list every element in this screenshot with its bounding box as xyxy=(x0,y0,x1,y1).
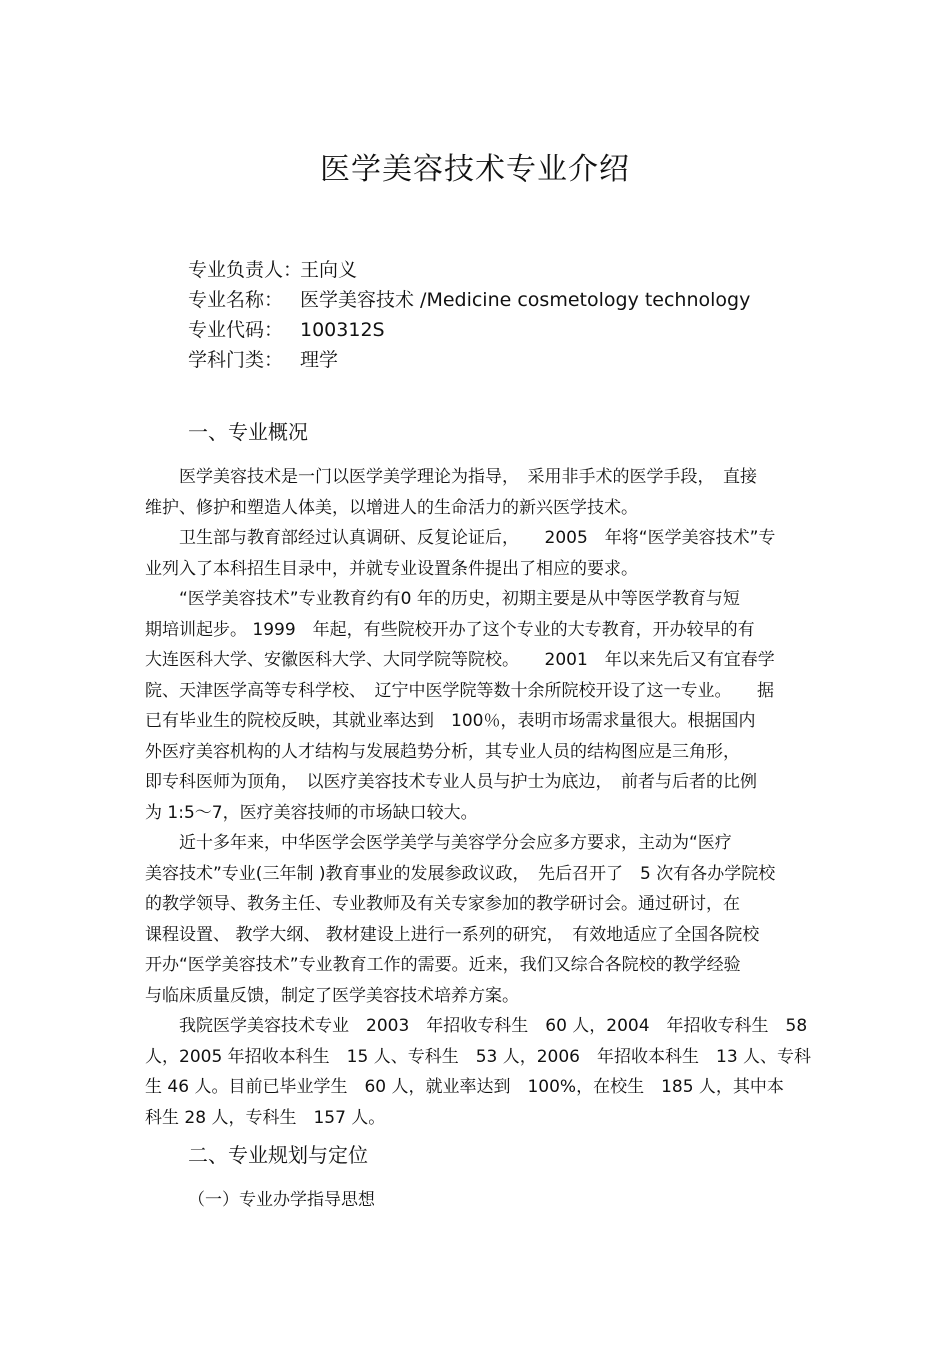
meta-row-category xyxy=(188,345,750,375)
meta-label: 专业名称： xyxy=(188,289,284,311)
subsection-heading-guiding-ideology: （一）专业办学指导思想 xyxy=(188,1190,375,1210)
meta-value: 王向义 xyxy=(300,259,358,281)
text-line: 为 1:5～7，医疗美容技师的市场缺口较大。 xyxy=(145,802,478,823)
meta-row-director xyxy=(188,255,750,285)
paragraph xyxy=(145,462,825,523)
text-line: 业列入了本科招生目录中，并就专业设置条件提出了相应的要求。 xyxy=(145,558,638,579)
meta-value: 医学美容技术 /Medicine cosmetology technology xyxy=(300,289,751,311)
text-line: 生 46 人。目前已毕业学生 60 人，就业率达到 100%，在校生 185 人，其中本 xyxy=(145,1077,784,1097)
text-line: 医学美容技术是一门以医学美学理论为指导， 采用非手术的医学手段， 直接 xyxy=(145,467,757,487)
meta-value: 100312S xyxy=(300,319,385,341)
paragraph xyxy=(145,523,825,584)
text-line: 近十多年来，中华医学会医学美学与美容学分会应多方要求，主动为“医疗 xyxy=(145,833,732,853)
paragraph xyxy=(145,1011,825,1133)
text-line: 科生 28 人，专科生 157 人。 xyxy=(145,1107,386,1128)
major-info xyxy=(188,255,750,375)
text-line: 我院医学美容技术专业 2003 年招收专科生 60 人，2004 年招收专科生 58 xyxy=(145,1016,808,1036)
text-line: 与临床质量反馈，制定了医学美容技术培养方案。 xyxy=(145,985,519,1006)
body-text xyxy=(145,462,825,1133)
text-line: 院、天津医学高等专科学校、 辽宁中医学院等数十余所院校开设了这一专业。 据 xyxy=(145,680,774,701)
text-line: 美容技术”专业(三年制 )教育事业的发展参政议政， 先后召开了 5 次有各办学院校 xyxy=(145,863,776,884)
text-line: 外医疗美容机构的人才结构与发展趋势分析，其专业人员的结构图应是三角形， xyxy=(145,741,740,762)
text-line: 维护、修护和塑造人体美，以增进人的生命活力的新兴医学技术。 xyxy=(145,497,638,518)
text-line: 已有毕业生的院校反映，其就业率达到 100％，表明市场需求量很大。根据国内 xyxy=(145,711,756,731)
meta-label: 专业负责人： xyxy=(188,259,303,281)
paragraph xyxy=(145,828,825,1011)
meta-value: 理学 xyxy=(300,349,339,371)
page-title: 医学美容技术专业介绍 xyxy=(320,152,630,187)
text-line: 人，2005 年招收本科生 15 人、专科生 53 人，2006 年招收本科生 13 人、专科 xyxy=(145,1046,812,1067)
meta-label: 学科门类： xyxy=(188,349,284,371)
text-line: “医学美容技术”专业教育约有0 年的历史，初期主要是从中等医学教育与短 xyxy=(145,589,740,609)
section-heading-planning: 二、专业规划与定位 xyxy=(188,1143,368,1167)
text-line: 的教学领导、教务主任、专业教师及有关专家参加的教学研讨会。通过研讨，在 xyxy=(145,894,740,914)
meta-label: 专业代码： xyxy=(188,319,284,341)
text-line: 期培训起步。 1999 年起，有些院校开办了这个专业的大专教育，开办较早的有 xyxy=(145,619,755,640)
text-line: 即专科医师为顶角， 以医疗美容技术专业人员与护士为底边， 前者与后者的比例 xyxy=(145,772,757,792)
text-line: 开办“医学美容技术”专业教育工作的需要。近来，我们又综合各院校的教学经验 xyxy=(145,955,741,975)
meta-row-code xyxy=(188,315,750,345)
section-heading-overview: 一、专业概况 xyxy=(188,420,308,444)
text-line: 大连医科大学、安徽医科大学、大同学院等院校。 2001 年以来先后又有宜春学 xyxy=(145,650,775,670)
meta-row-name xyxy=(188,285,750,315)
paragraph xyxy=(145,584,825,828)
text-line: 卫生部与教育部经过认真调研、反复论证后， 2005 年将“医学美容技术”专 xyxy=(145,528,776,548)
text-line: 课程设置、 教学大纲、 教材建设上进行一系列的研究， 有效地适应了全国各院校 xyxy=(145,924,760,945)
